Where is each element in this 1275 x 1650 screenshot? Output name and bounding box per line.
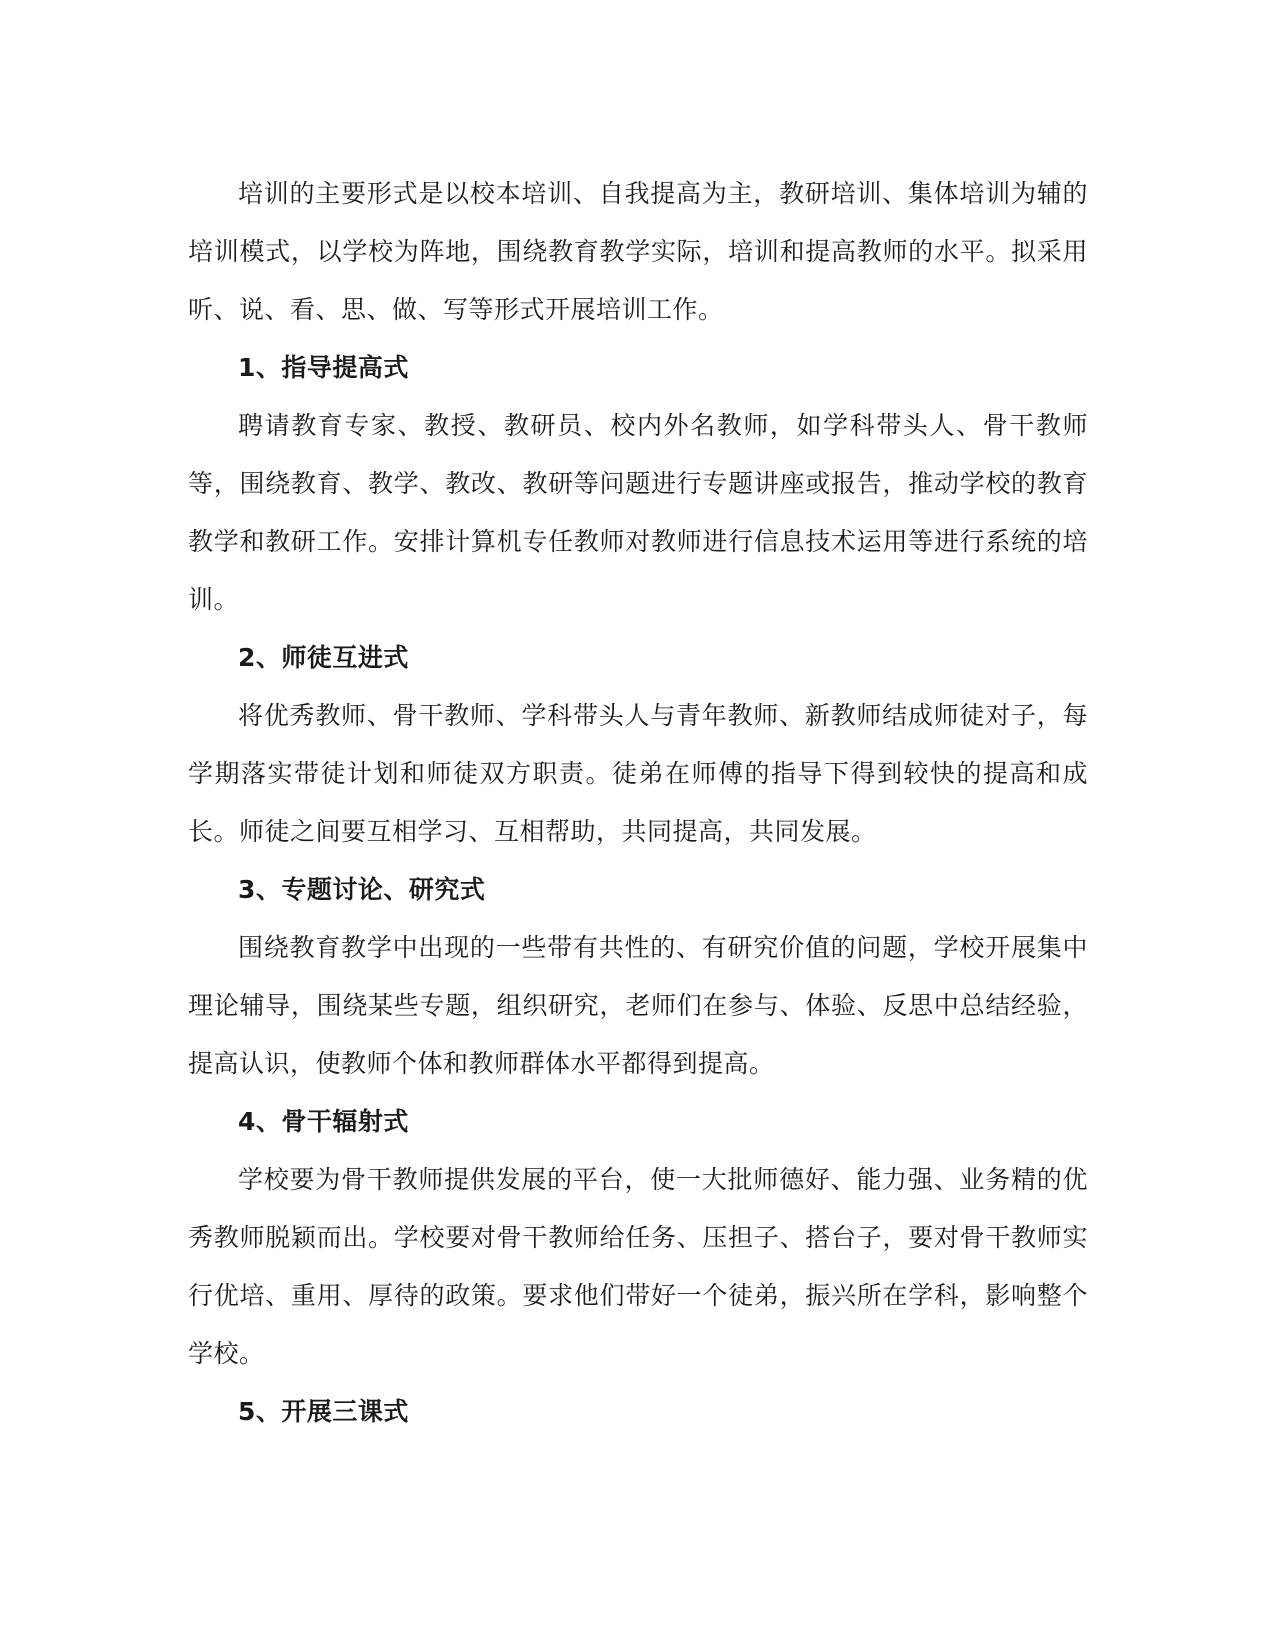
section-body-1: 聘请教育专家、教授、教研员、校内外名教师，如学科带头人、骨干教师等，围绕教育、教学、教改、教研等问题进行专题讲座或报告，推动学校的教育教学和教研工作。安排计算机专任教师对教师进行信息技术运用等进行系统的培训。 (188, 411, 1088, 614)
section-body-2: 将优秀教师、骨干教师、学科带头人与青年教师、新教师结成师徒对子，每学期落实带徒计划和师徒双方职责。徒弟在师傅的指导下得到较快的提高和成长。师徒之间要互相学习、互相帮助，共同提高，共同发展。 (188, 701, 1088, 846)
intro-paragraph: 培训的主要形式是以校本培训、自我提高为主，教研培训、集体培训为辅的培训模式，以学校为阵地，围绕教育教学实际，培训和提高教师的水平。拟采用听、说、看、思、做、写等形式开展培训工作。 (188, 179, 1088, 324)
section-heading-5: 5、开展三课式 (238, 1397, 409, 1426)
section-heading-3: 3、专题讨论、研究式 (238, 875, 486, 904)
section-body-3: 围绕教育教学中出现的一些带有共性的、有研究价值的问题，学校开展集中理论辅导，围绕某些专题，组织研究，老师们在参与、体验、反思中总结经验，提高认识，使教师个体和教师群体水平都得到提高。 (188, 933, 1088, 1078)
section-body-4: 学校要为骨干教师提供发展的平台，使一大批师德好、能力强、业务精的优秀教师脱颖而出。学校要对骨干教师给任务、压担子、搭台子，要对骨干教师实行优培、重用、厚待的政策。要求他们带好一个徒弟，振兴所在学科，影响整个学校。 (188, 1165, 1088, 1368)
section-heading-2: 2、师徒互进式 (238, 643, 409, 672)
section-heading-4: 4、骨干辐射式 (238, 1107, 409, 1136)
document-body (188, 165, 1088, 1441)
section-heading-1: 1、指导提高式 (238, 353, 409, 382)
